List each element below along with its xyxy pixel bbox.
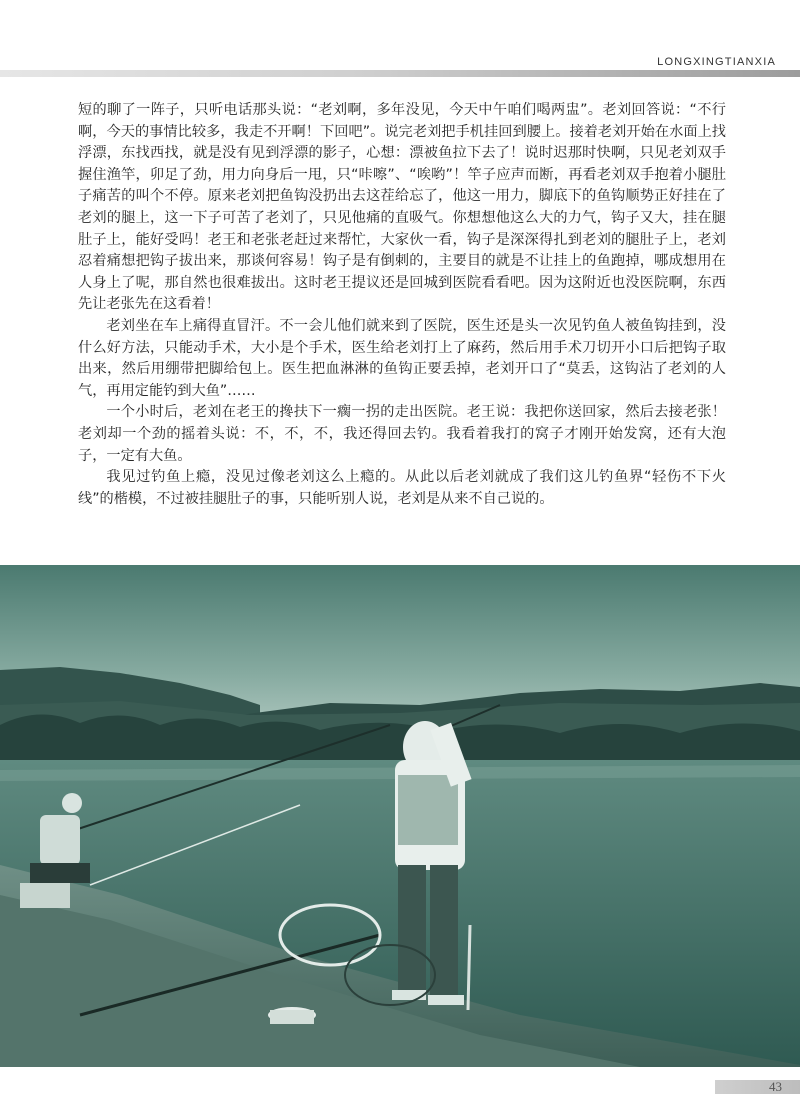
running-header-title: LONGXINGTIANXIA (657, 56, 776, 68)
article-paragraph-4: 我见过钓鱼上瘾，没见过像老刘这么上瘾的。从此以后老刘就成了我们这儿钓鱼界“轻伤不下火线”的楷模，不过被挂腿肚子的事，只能听别人说，老刘是从来不自己说的。 (78, 469, 726, 507)
article-paragraph-3: 一个小时后，老刘在老王的搀扶下一瘸一拐的走出医院。老王说：我把你送回家，然后去接老张！老刘却一个劲的摇着头说：不，不，不，我还得回去钓。我看着我打的窝子才刚开始发窝，还有大泡子，一定有大鱼。 (78, 404, 726, 464)
page-number-tab (715, 1080, 800, 1094)
article-paragraph-2: 老刘坐在车上痛得直冒汗。不一会儿他们就来到了医院，医生还是头一次见钓鱼人被鱼钩挂到，没什么好方法，只能动手术，大小是个手术，医生给老刘打上了麻药，然后用手术刀切开小口后把钩子取出来，然后用绷带把脚给包上。医生把血淋淋的鱼钩正要丢掉，老刘开口了“莫丢，这钩沾了老刘的人气，再用定能钓到大鱼”…… (78, 317, 726, 399)
article-body (78, 100, 726, 510)
fishing-photo (0, 565, 800, 1067)
header-divider-bar (0, 70, 800, 77)
page-number: 43 (769, 1079, 782, 1094)
article-paragraph-1: 短的聊了一阵子，只听电话那头说：“老刘啊，多年没见，今天中午咱们喝两盅”。老刘回答说：“不行啊，今天的事情比较多，我走不开啊！下回吧”。说完老刘把手机挂回到腰上。接着老刘开始在水面上找浮漂，东找西找，就是没有见到浮漂的影子，心想：漂被鱼拉下去了！说时迟那时快啊，只见老刘双手握住渔竿，卯足了劲，用力向身后一甩，只“咔嚓”、“唉哟”！竿子应声而断，再看老刘双手抱着小腿肚子痛苦的叫个不停。原来老刘把鱼钩没扔出去这茬给忘了，他这一用力，脚底下的鱼钩顺势正好挂在了老刘的腿上，这一下子可苦了老刘了，只见他痛的直吸气。你想想他这么大的力气，钩子又大，挂在腿肚子上，能好受吗！老王和老张老赶过来帮忙，大家伙一看，钩子是深深得扎到老刘的腿肚子上，老刘忍着痛想把钩子拔出来，那谈何容易！钩子是有倒刺的，主要目的就是不让挂上的鱼跑掉，哪成想用在人身上了呢，那自然也很难拔出。这时老王提议还是回城到医院看看吧。因为这附近也没医院啊，东西先让老张先在这看着！ (78, 102, 726, 313)
